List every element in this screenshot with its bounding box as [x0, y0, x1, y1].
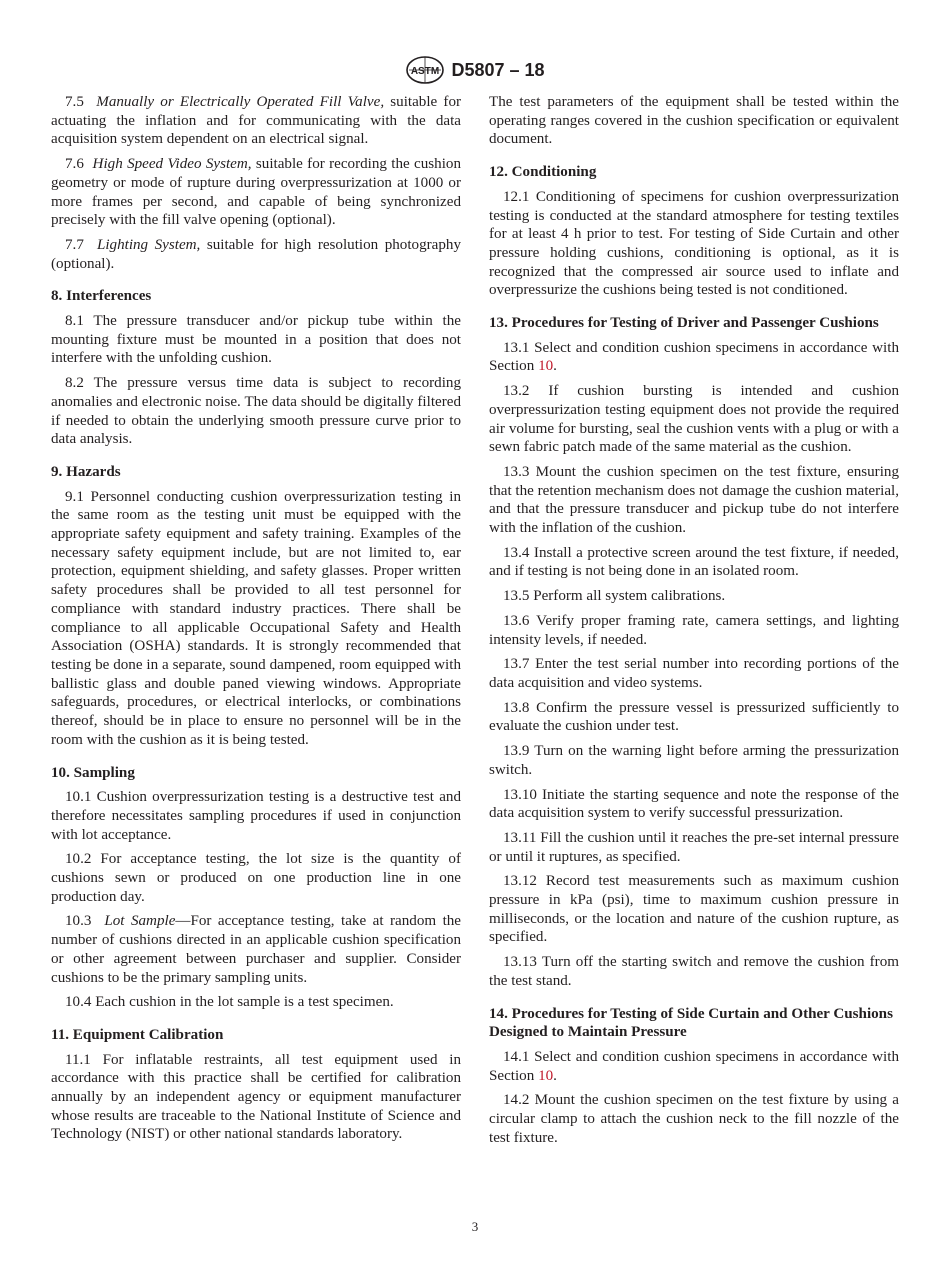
paragraph-13-1: 13.1 Select and condition cushion specimens in accordance with Section 10. — [489, 339, 899, 375]
paragraph-9-1: 9.1 Personnel conducting cushion overpressurization testing in the same room as the testing unit must be equipped with the appropriate safety equipment and safety training. Examples of the necessary safety equipment include, but are not limited to, ear protection, equipment shielding, and safety glasses. Proper written safety procedures shall be provided to all test personnel for compliance with standard industry practices. There shall be compliance to all applicable Occupational Safety and Health Association (OSHA) standards. It is strongly recommended that testing be done in a separate, sound dampened, room equipped with ballistic glass and double paned viewing windows. Appropriate safeguards, procedures, or electrical interlocks, or combinations thereof, should be in place to ensure no personnel will be in the room with the cushion as it is being tested. — [51, 488, 461, 748]
paragraph-13-10: 13.10 Initiate the starting sequence and note the response of the data acquisition system to verify successful pressurization. — [489, 786, 899, 822]
page-number: 3 — [471, 1219, 479, 1234]
paragraph-8-2: 8.2 The pressure versus time data is subject to recording anomalies and electronic noise. The data should be digitally filtered if needed to obtain the underlying smooth pressure curve prior to data analysis. — [51, 375, 461, 448]
section-10-heading: 10. Sampling — [51, 764, 135, 781]
paragraph-13-12: 13.12 Record test measurements such as maximum cushion pressure in kPa (psi), time to maximum cushion pressure in milliseconds, or the location and nature of the cushion rupture, as specified. — [489, 873, 899, 946]
section-9-heading: 9. Hazards — [51, 463, 121, 480]
paragraph-7-7: 7.7 Lighting System, suitable for high resolution photography (optional). — [51, 236, 462, 272]
paragraph-13-7: 13.7 Enter the test serial number into recording portions of the data acquisition and video systems. — [489, 656, 899, 691]
paragraph-13-6: 13.6 Verify proper framing rate, camera settings, and lighting intensity levels, if needed. — [489, 612, 899, 648]
paragraph-11-1-continued: The test parameters of the equipment shall be tested within the operating ranges covered in the cushion specification or equivalent document. — [489, 94, 899, 148]
paragraph-11-1: 11.1 For inflatable restraints, all test equipment used in accordance with this practice shall be certified for calibration annually by an independent agency or equipment manufacturer whose results are traceable to the National Institute of Science and Technology (NIST) or other national standards laboratory. — [51, 1051, 461, 1143]
paragraph-13-11: 13.11 Fill the cushion until it reaches the pre-set internal pressure or until it ruptures, as specified. — [489, 829, 899, 865]
paragraph-10-1: 10.1 Cushion overpressurization testing is a destructive test and therefore necessitates sampling procedures if used in conjunction with lot acceptance. — [51, 789, 461, 843]
paragraph-13-4: 13.4 Install a protective screen around the test fixture, if needed, and if testing is not being done in an isolated room. — [489, 544, 899, 580]
section-12-heading: 12. Conditioning — [489, 164, 597, 181]
section-14-heading: 14. Procedures for Testing of Side Curtain and Other Cushions Designed to Maintain Pressure — [489, 1005, 893, 1041]
paragraph-7-6: 7.6 High Speed Video System, suitable for recording the cushion geometry or mode of rupture during overpressurization at 1000 or more frames per second, and capable of being synchronized precisely with the fill valve opening (optional). — [51, 156, 462, 229]
paragraph-13-2: 13.2 If cushion bursting is intended and cushion overpressurization testing equipment does not provide the required air volume for bursting, seal the cushion vents with a plug or with a sewn fabric patch made of the same material as the cushion. — [489, 383, 899, 456]
right-column — [489, 93, 899, 1153]
paragraph-7-5: 7.5 Manually or Electrically Operated Fill Valve, suitable for actuating the inflation and for communicating with the data acquisition system dependent on an electrical signal. — [51, 94, 462, 148]
paragraph-13-9: 13.9 Turn on the warning light before arming the pressurization switch. — [489, 743, 899, 778]
page-header — [0, 55, 950, 85]
astm-logo-icon — [405, 55, 445, 85]
document-id: D5807 – 18 — [451, 59, 545, 80]
section-8-heading: 8. Interferences — [51, 288, 152, 305]
paragraph-10-2: 10.2 For acceptance testing, the lot size is the quantity of cushions sewn or produced on one production line in one production day. — [51, 851, 461, 905]
paragraph-8-1: 8.1 The pressure transducer and/or pickup tube within the mounting fixture must be mounted in a position that does not interfere with the unfolding cushion. — [51, 313, 461, 367]
paragraph-12-1: 12.1 Conditioning of specimens for cushion overpressurization testing is conducted at the standard atmosphere for testing textiles for at least 4 h prior to test. For testing of Side Curtain and other pressure holding cushions, conditioning is optional, as it is recognized that the compressed air source used to inflate and overpressurize the cushions being tested is not conditioned. — [489, 188, 899, 299]
astm-logo-text: ASTM — [411, 66, 440, 77]
paragraph-13-13: 13.13 Turn off the starting switch and remove the cushion from the test stand. — [489, 954, 899, 989]
left-column — [51, 93, 461, 1150]
section-10-link[interactable]: 10 — [538, 1067, 554, 1084]
section-13-heading: 13. Procedures for Testing of Driver and Passenger Cushions — [489, 315, 879, 332]
paragraph-13-8: 13.8 Confirm the pressure vessel is pressurized sufficiently to evaluate the cushion under test. — [489, 699, 899, 735]
paragraph-14-1: 14.1 Select and condition cushion specimens in accordance with Section 10. — [489, 1048, 899, 1084]
paragraph-13-5: 13.5 Perform all system calibrations. — [503, 588, 726, 605]
section-10-link[interactable]: 10 — [538, 358, 554, 375]
paragraph-14-2: 14.2 Mount the cushion specimen on the test fixture by using a circular clamp to attach the cushion neck to the fill nozzle of the test fixture. — [489, 1092, 899, 1146]
paragraph-10-4: 10.4 Each cushion in the lot sample is a test specimen. — [65, 994, 394, 1011]
section-11-heading: 11. Equipment Calibration — [51, 1026, 224, 1043]
paragraph-10-3: 10.3 Lot Sample—For acceptance testing, take at random the number of cushions directed in an applicable cushion specification or other agreement between purchaser and supplier. Consider cushions to be the primary sampling units. — [51, 913, 462, 986]
paragraph-13-3: 13.3 Mount the cushion specimen on the test fixture, ensuring that the retention mechanism does not damage the cushion material, and that the pressure transducer and pickup tube do not interfere with the inflation of the cushion. — [489, 463, 899, 537]
